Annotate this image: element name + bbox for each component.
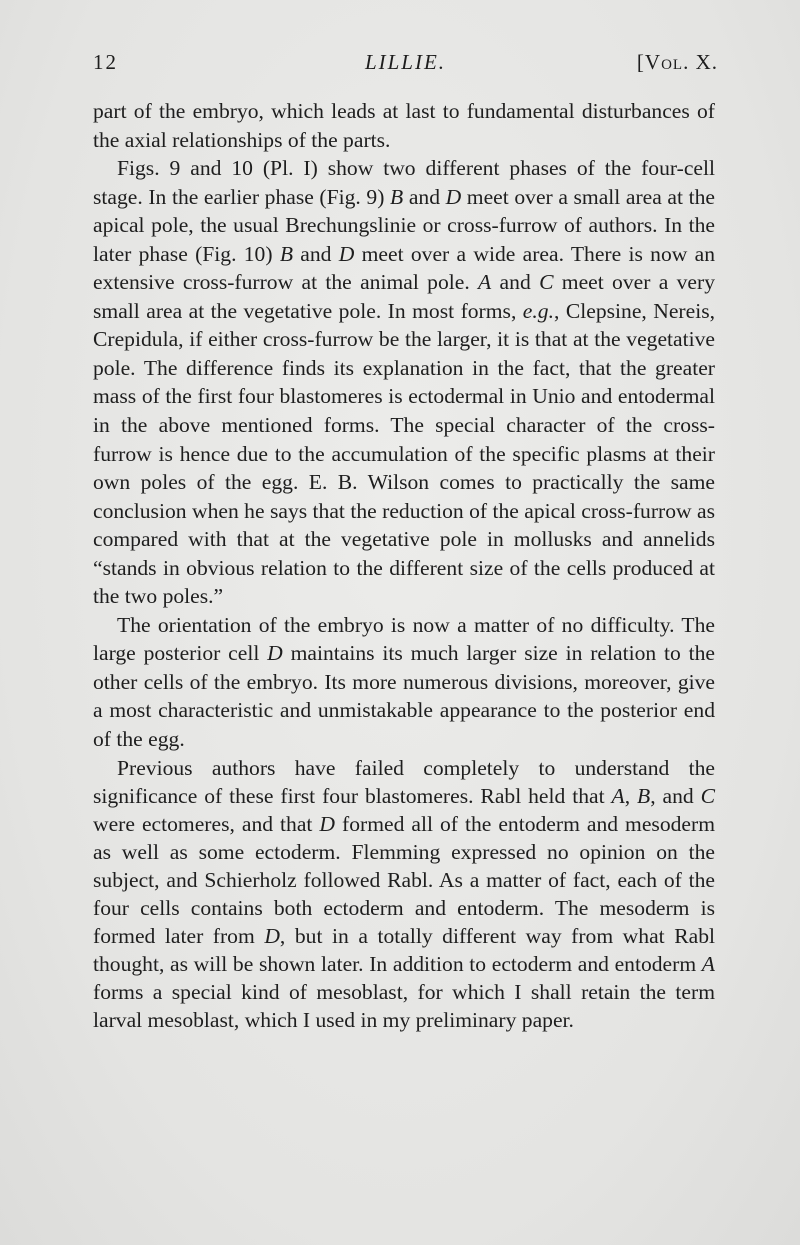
body-text bbox=[93, 97, 715, 1035]
running-head-author: LILLIE. bbox=[364, 50, 447, 74]
paragraph: part of the embryo, which leads at last to fundamental disturbances of the axial relationships of the parts. bbox=[93, 99, 715, 152]
running-header bbox=[93, 50, 718, 84]
paragraph: Previous authors have failed completely to understand the significance of these first four blastomeres. Rabl held that A, B, and C were ectomeres, and that D formed all of the entoderm and mesoderm as well as some ectoderm. Flemming expressed no opinion on the subject, and Schierholz followed Rabl. As a matter of fact, each of the four cells contains both ectoderm and entoderm. The mesoderm is formed later from D, but in a totally different way from what Rabl thought, as will be shown later. In addition to ectoderm and entoderm A forms a special kind of mesoblast, for which I shall retain the term larval mesoblast, which I used in my preliminary paper. bbox=[93, 755, 716, 1033]
paragraph: The orientation of the embryo is now a matter of no difficulty. The large posterior cell D maintains its much larger size in relation to the other cells of the embryo. Its more numerous divisions, moreover, give a most characteristic and unmistakable appearance to the posterior end of the egg. bbox=[93, 612, 715, 752]
page-number: 12 bbox=[93, 50, 118, 74]
volume-label: [Vol. X. bbox=[636, 50, 718, 74]
paragraph: Figs. 9 and 10 (Pl. I) show two different phases of the four-cell stage. In the earlier phase (Fig. 9) B and D meet over a small area at the apical pole, the usual Brechungslinie or cross-furrow of authors. In the later phase (Fig. 10) B and D meet over a wide area. There is now an extensive cross-furrow at the animal pole. A and C meet over a very small area at the vegetative pole. In most forms, e.g., Clepsine, Nereis, Crepidula, if either cross-furrow be the larger, it is that at the vegetative pole. The difference finds its explanation in the fact, that the greater mass of the first four blastomeres is ectodermal in Unio and entodermal in the above mentioned forms. The special character of the cross-furrow is hence due to the accumulation of the specific plasms at their own poles of the egg. E. B. Wilson comes to practically the same conclusion when he says that the reduction of the apical cross-furrow as compared with that at the vegetative pole in mollusks and annelids “stands in obvious relation to the different size of the cells produced at the two poles.” bbox=[93, 156, 716, 609]
